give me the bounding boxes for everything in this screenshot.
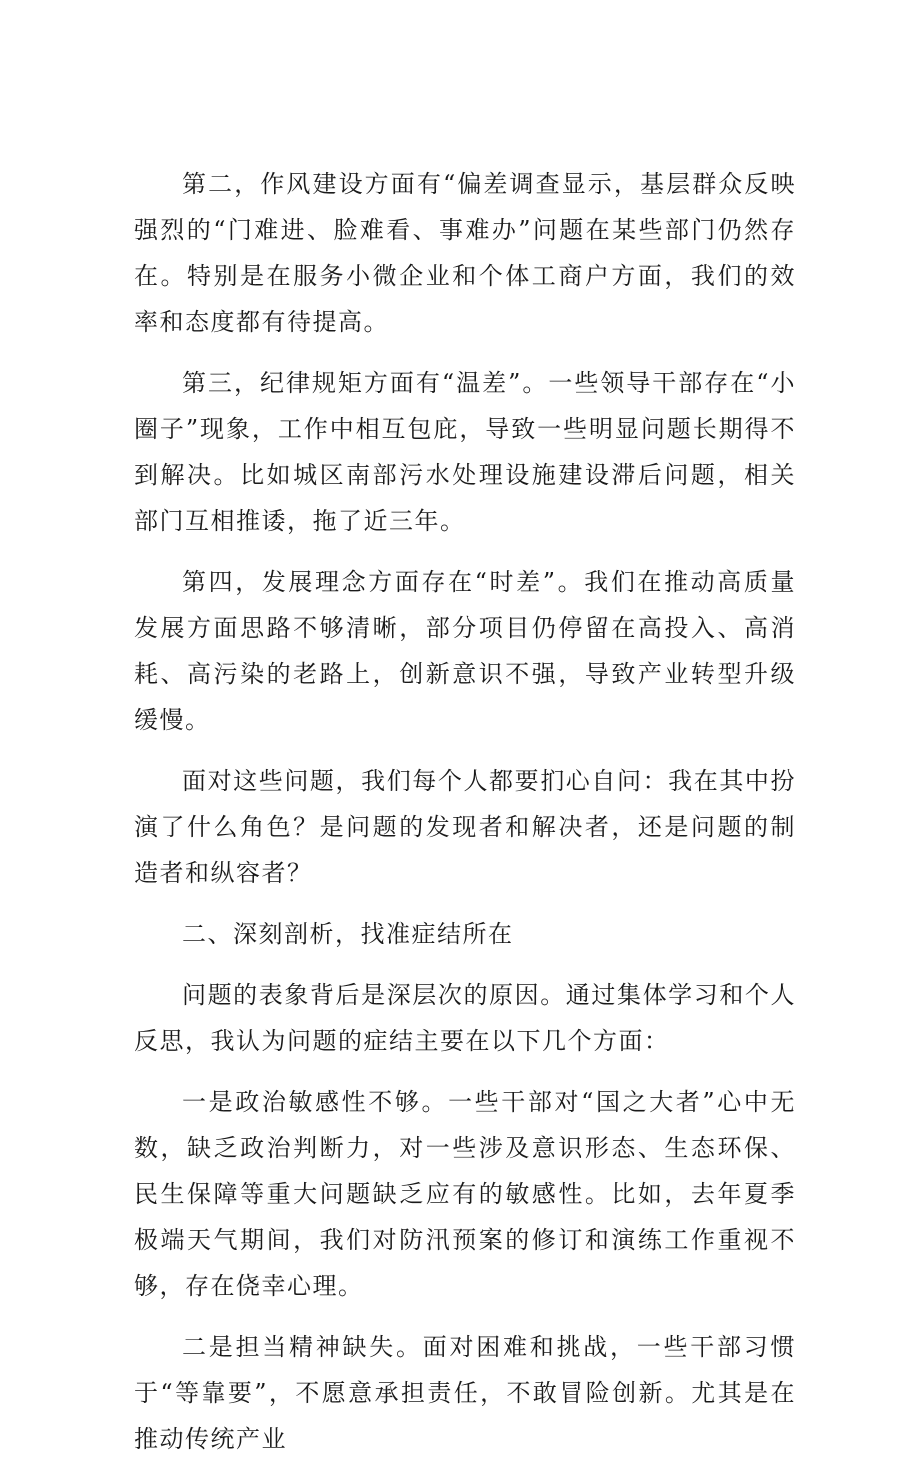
paragraph-style-deviation: 第二，作风建设方面有“偏差调查显示，基层群众反映强烈的“门难进、脸难看、事难办”问题在某些部门仍然存在。特别是在服务小微企业和个体工商户方面，我们的效率和态度都有待提高。 bbox=[134, 170, 796, 336]
paragraph-discipline-gap: 第三，纪律规矩方面有“温差”。一些领导干部存在“小圈子”现象，工作中相互包庇，导致一些明显问题长期得不到解决。比如城区南部污水处理设施建设滞后问题，相关部门互相推诿，拖了近三年。 bbox=[134, 369, 796, 535]
section-heading: 二、深刻剖析，找准症结所在 bbox=[182, 920, 514, 948]
document-body bbox=[134, 161, 796, 1477]
paragraph-responsibility-lack: 二是担当精神缺失。面对困难和挑战，一些干部习惯于“等靠要”，不愿意承担责任，不敢冒险创新。尤其是在推动传统产业 bbox=[134, 1333, 796, 1453]
paragraph-self-reflection: 面对这些问题，我们每个人都要扪心自问：我在其中扮演了什么角色？是问题的发现者和解决者，还是问题的制造者和纵容者？ bbox=[134, 767, 796, 887]
paragraph-root-causes-intro: 问题的表象背后是深层次的原因。通过集体学习和个人反思，我认为问题的症结主要在以下几个方面： bbox=[134, 981, 796, 1055]
paragraph-development-lag: 第四，发展理念方面存在“时差”。我们在推动高质量发展方面思路不够清晰，部分项目仍停留在高投入、高消耗、高污染的老路上，创新意识不强，导致产业转型升级缓慢。 bbox=[134, 568, 796, 734]
paragraph-political-sensitivity: 一是政治敏感性不够。一些干部对“国之大者”心中无数，缺乏政治判断力，对一些涉及意识形态、生态环保、民生保障等重大问题缺乏应有的敏感性。比如，去年夏季极端天气期间，我们对防汛预案的修订和演练工作重视不够，存在侥幸心理。 bbox=[134, 1088, 796, 1300]
